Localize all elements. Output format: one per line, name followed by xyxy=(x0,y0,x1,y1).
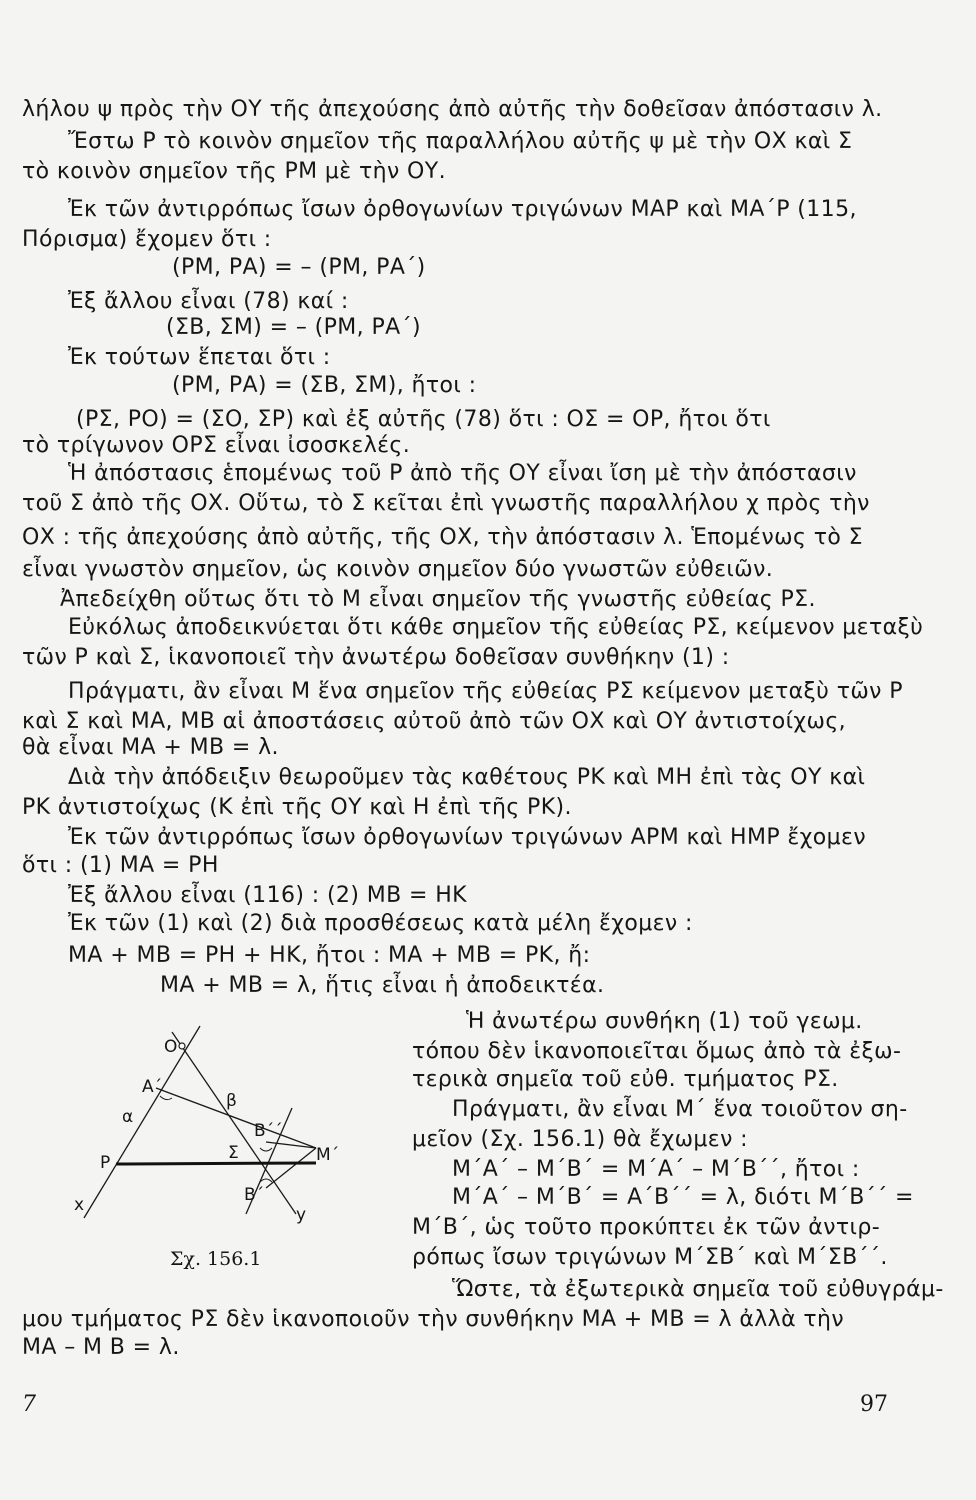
label-x: x xyxy=(74,1195,85,1215)
text-line: ὅτι : (1) ΜΑ = ΡΗ xyxy=(22,853,219,878)
label-b-double-prime: Β΄΄ xyxy=(254,1121,283,1141)
text-line: Διὰ τὴν ἀπόδειξιν θεωροῦμεν τὰς καθέτους ΡΚ καὶ ΜΗ ἐπὶ τὰς ΟΥ καὶ xyxy=(68,765,866,790)
equation-line: (ΡΜ, ΡΑ) = – (ΡΜ, ΡΑ΄) xyxy=(172,255,426,280)
equation-line: Μ΄Α΄ – Μ΄Β΄ = Α΄Β΄΄ = λ, διότι Μ΄Β΄΄ = xyxy=(452,1185,914,1210)
text-line: τερικὰ σημεῖα τοῦ εὐθ. τμήματος ΡΣ. xyxy=(412,1067,839,1092)
text-line: τὸ τρίγωνον ΟΡΣ εἶναι ἰσοσκελές. xyxy=(22,433,411,458)
text-line: Ἔστω Ρ τὸ κοινὸν σημεῖον τῆς παραλλήλου αὐτῆς ψ μὲ τὴν ΟΧ καὶ Σ xyxy=(68,129,853,154)
label-o: O xyxy=(164,1037,178,1057)
segment-p-sigma xyxy=(116,1163,316,1164)
text-line: Ἡ ἀπόστασις ἑπομένως τοῦ Ρ ἀπὸ τῆς ΟΥ εἶναι ἴση μὲ τὴν ἀπόστασιν xyxy=(68,461,857,486)
text-line: Ἀπεδείχθη οὕτως ὅτι τὸ Μ εἶναι σημεῖον τῆς γνωστῆς εὐθείας ΡΣ. xyxy=(60,587,816,612)
point-o xyxy=(179,1043,185,1049)
text-line: Ἐξ ἄλλου εἶναι (78) καί : xyxy=(68,289,349,314)
equation-line: ΜΑ + ΜΒ = ΡΗ + ΗΚ, ἤτοι : ΜΑ + ΜΒ = ΡΚ, ἤ: xyxy=(68,943,591,968)
text-line: Ἐκ τῶν ἀντιρρόπως ἴσων ὀρθογωνίων τριγώνων ΑΡΜ καὶ ΗΜΡ ἔχομεν xyxy=(68,825,867,850)
text-line: Ἐκ τῶν ἀντιρρόπως ἴσων ὀρθογωνίων τριγώνων ΜΑΡ καὶ ΜΑ΄Ρ (115, xyxy=(68,197,857,222)
text-line: Ὥστε, τὰ ἐξωτερικὰ σημεῖα τοῦ εὐθυγράμ- xyxy=(452,1277,944,1302)
text-line: Ἐκ τούτων ἕπεται ὅτι : xyxy=(68,345,331,370)
text-line: ΟΧ : τῆς ἀπεχούσης ἀπὸ αὐτῆς, τῆς ΟΧ, τὴν ἀπόστασιν λ. Ἑπομένως τὸ Σ xyxy=(22,525,863,550)
text-line: μεῖον (Σχ. 156.1) θὰ ἔχωμεν : xyxy=(412,1127,748,1152)
label-b-prime: Β΄ xyxy=(244,1185,265,1205)
label-alpha: α xyxy=(122,1107,134,1127)
page-number: 97 xyxy=(860,1392,888,1417)
equation-line: (ΡΜ, ΡΑ) = (ΣΒ, ΣΜ), ἤτοι : xyxy=(172,373,477,398)
text-line: Πράγματι, ἂν εἶναι Μ΄ ἕνα τοιοῦτον ση- xyxy=(452,1097,908,1122)
figure-caption: Σχ. 156.1 xyxy=(170,1248,262,1270)
equation-line: ΜΑ – Μ Β = λ. xyxy=(22,1335,180,1360)
text-line: τῶν Ρ καὶ Σ, ἱκανοποιεῖ τὴν ἀνωτέρω δοθεῖσαν συνθήκην (1) : xyxy=(22,645,730,670)
text-line: Ἡ ἀνωτέρω συνθήκη (1) τοῦ γεωμ. xyxy=(466,1009,863,1034)
equation-line: (ΣΒ, ΣΜ) = – (ΡΜ, ΡΑ΄) xyxy=(166,315,421,340)
text-line: Πόρισμα) ἔχομεν ὅτι : xyxy=(22,227,272,252)
text-line: θὰ εἶναι ΜΑ + ΜΒ = λ. xyxy=(22,735,279,760)
geometry-figure xyxy=(60,1018,390,1248)
right-angle-b1 xyxy=(260,1179,272,1182)
text-line: μου τμήματος ΡΣ δὲν ἱκανοποιοῦν τὴν συνθήκην ΜΑ + ΜΒ = λ ἀλλὰ τὴν xyxy=(22,1307,845,1332)
text-line: Πράγματι, ἂν εἶναι Μ ἕνα σημεῖον τῆς εὐθείας ΡΣ κείμενον μεταξὺ τῶν Ρ xyxy=(68,679,903,704)
line-b1-m-prime xyxy=(266,1148,316,1188)
label-sigma: Σ xyxy=(228,1143,239,1163)
text-line: τόπου δὲν ἱκανοποιεῖται ὅμως ἀπὸ τὰ ἐξω- xyxy=(412,1039,902,1064)
label-m-prime: Μ΄ xyxy=(316,1145,340,1165)
label-p: Ρ xyxy=(100,1153,111,1173)
text-line: τοῦ Σ ἀπὸ τῆς ΟΧ. Οὕτω, τὸ Σ κεῖται ἐπὶ γνωστῆς παραλλήλου χ πρὸς τὴν xyxy=(22,491,870,516)
text-line: Ἐκ τῶν (1) καὶ (2) διὰ προσθέσεως κατὰ μέλη ἔχομεν : xyxy=(68,911,693,936)
label-a-prime: Α΄ xyxy=(142,1077,163,1097)
text-line: λήλου ψ πρὸς τὴν ΟΥ τῆς ἀπεχούσης ἀπὸ αὐτῆς τὴν δοθεῖσαν ἀπόστασιν λ. xyxy=(22,97,883,122)
text-line: ΡΚ ἀντιστοίχως (Κ ἐπὶ τῆς ΟΥ καὶ Η ἐπὶ τῆς ΡΚ). xyxy=(22,795,572,820)
equation-line: Μ΄Α΄ – Μ΄Β΄ = Μ΄Α΄ – Μ΄Β΄΄, ἤτοι : xyxy=(452,1157,860,1182)
right-angle-b2 xyxy=(260,1148,272,1151)
text-line: καὶ Σ καὶ ΜΑ, ΜΒ αἱ ἀποστάσεις αὐτοῦ ἀπὸ τῶν ΟΧ καὶ ΟΥ ἀντιστοίχως, xyxy=(22,709,847,734)
text-line: τὸ κοινὸν σημεῖον τῆς ΡΜ μὲ τὴν ΟΥ. xyxy=(22,159,446,184)
text-line: Εὐκόλως ἀποδεικνύεται ὅτι κάθε σημεῖον τῆς εὐθείας ΡΣ, κείμενον μεταξὺ xyxy=(68,615,924,640)
text-line: Ἐξ ἄλλου εἶναι (116) : (2) ΜΒ = ΗΚ xyxy=(68,883,467,908)
signature-mark: 7 xyxy=(22,1392,36,1417)
text-line: Μ΄Β΄, ὡς τοῦτο προκύπτει ἐκ τῶν ἀντιρ- xyxy=(412,1215,881,1240)
text-line: εἶναι γνωστὸν σημεῖον, ὡς κοινὸν σημεῖον δύο γνωστῶν εὐθειῶν. xyxy=(22,557,774,582)
equation-line: ΜΑ + ΜΒ = λ, ἥτις εἶναι ἡ ἀποδεικτέα. xyxy=(160,973,605,998)
text-line: ρόπως ἴσων τριγώνων Μ΄ΣΒ΄ καὶ Μ΄ΣΒ΄΄. xyxy=(412,1245,888,1270)
equation-line: (ΡΣ, ΡΟ) = (ΣΟ, ΣΡ) καὶ ἐξ αὐτῆς (78) ὅτι : ΟΣ = ΟΡ, ἤτοι ὅτι xyxy=(76,407,771,432)
label-beta: β xyxy=(226,1091,237,1111)
line-ox xyxy=(84,1026,200,1218)
label-y: y xyxy=(296,1205,307,1225)
